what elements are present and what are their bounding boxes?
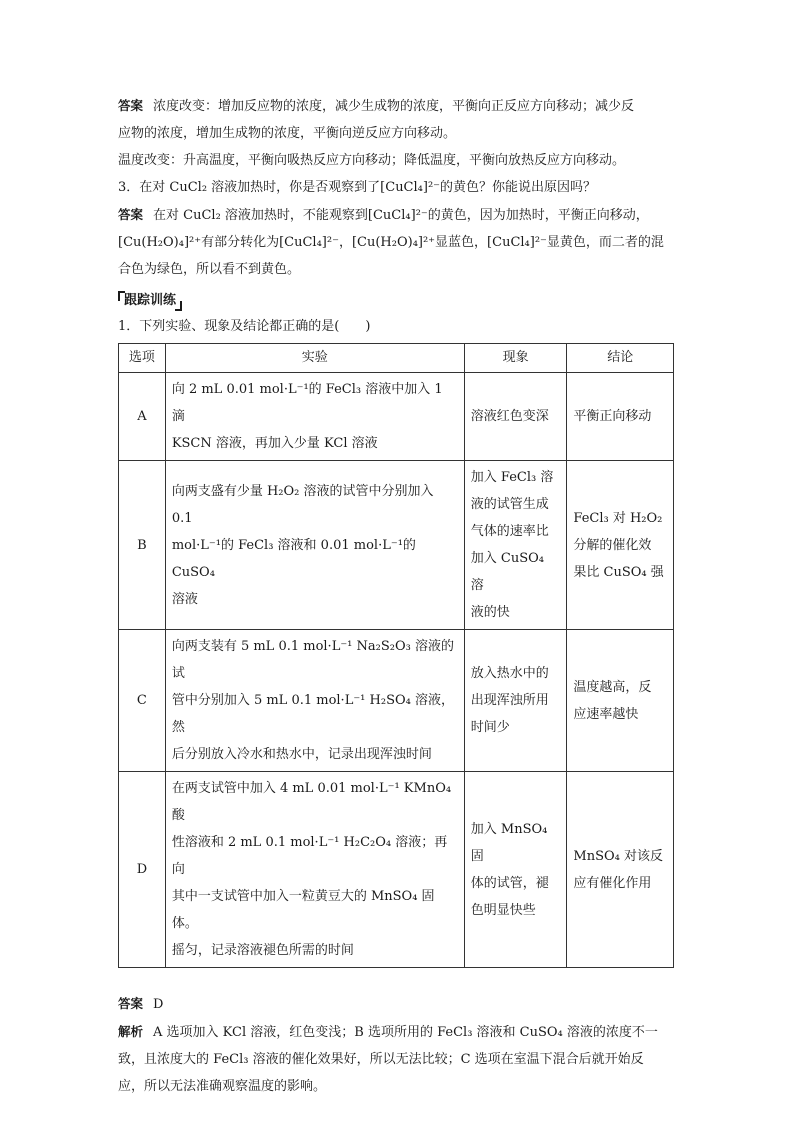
cell-line: 向 2 mL 0.01 mol·L⁻¹的 FeCl₃ 溶液中加入 1 滴 bbox=[171, 382, 443, 424]
cell-line: 出现浑浊所用 bbox=[470, 693, 549, 708]
row-observation bbox=[464, 772, 567, 968]
cell-line: mol·L⁻¹的 FeCl₃ 溶液和 0.01 mol·L⁻¹的 CuSO₄ bbox=[171, 537, 416, 580]
cell-line: 加入 CuSO₄ 溶 bbox=[470, 551, 545, 593]
row-conclusion bbox=[567, 373, 674, 461]
cell-line: 后分别放入冷水和热水中，记录出现浑浊时间 bbox=[171, 747, 432, 762]
answer-value: D bbox=[153, 997, 164, 1012]
cell-line: 在两支试管中加入 4 mL 0.01 mol·L⁻¹ KMnO₄ 酸 bbox=[171, 781, 452, 823]
header-observation: 现象 bbox=[464, 344, 567, 373]
row-experiment bbox=[165, 373, 464, 461]
row-observation bbox=[464, 373, 567, 461]
cell-line: 向两支装有 5 mL 0.1 mol·L⁻¹ Na₂S₂O₃ 溶液的试 bbox=[171, 639, 454, 681]
cell-line: 气体的速率比 bbox=[470, 524, 549, 539]
analysis-text: A 选项加入 KCl 溶液，红色变浅；B 选项所用的 FeCl₃ 溶液和 CuSO₄ 溶液的浓度不一 bbox=[153, 1025, 658, 1040]
cell-line: 应有催化作用 bbox=[573, 875, 652, 891]
cell-line: 液的试管生成 bbox=[470, 497, 549, 512]
row-experiment bbox=[165, 461, 464, 630]
question-1: 1．下列实验、现象及结论都正确的是( ) bbox=[118, 319, 371, 334]
answer-paragraph-1 bbox=[118, 92, 678, 120]
answer-tag: 答案 bbox=[118, 98, 144, 113]
row-experiment bbox=[165, 630, 464, 772]
row-option: D bbox=[119, 772, 166, 968]
answer-tag: 答案 bbox=[118, 996, 144, 1011]
header-conclusion: 结论 bbox=[567, 344, 674, 373]
cell-line: 分解的催化效 bbox=[573, 537, 652, 553]
header-experiment: 实验 bbox=[165, 344, 464, 373]
cell-line: 加入 MnSO₄ 固 bbox=[470, 821, 548, 864]
cell-line: KSCN 溶液，再加入少量 KCl 溶液 bbox=[171, 436, 378, 451]
cell-line: 加入 FeCl₃ 溶 bbox=[470, 470, 554, 485]
answer-text-line: 合色为绿色，所以看不到黄色。 bbox=[118, 262, 301, 277]
cell-line: 时间少 bbox=[470, 720, 510, 735]
row-conclusion bbox=[567, 630, 674, 772]
row-conclusion bbox=[567, 772, 674, 968]
answer-tag: 答案 bbox=[118, 207, 144, 222]
table-header-row bbox=[119, 344, 674, 373]
answer-text-line: 温度改变：升高温度，平衡向吸热反应方向移动；降低温度，平衡向放热反应方向移动。 bbox=[118, 153, 626, 168]
answer-text-line: 应物的浓度，增加生成物的浓度，平衡向逆反应方向移动。 bbox=[118, 126, 457, 141]
row-conclusion bbox=[567, 461, 674, 630]
row-observation bbox=[464, 461, 567, 630]
analysis-text-line: 应，所以无法准确观察温度的影响。 bbox=[118, 1079, 327, 1094]
cell-line: 温度越高，反 bbox=[573, 679, 652, 695]
row-option: A bbox=[119, 373, 166, 461]
document-page bbox=[118, 92, 678, 1100]
answer-text: 浓度改变：增加反应物的浓度，减少生成物的浓度，平衡向正反应方向移动；减少反 bbox=[153, 99, 635, 114]
experiment-table bbox=[118, 343, 674, 968]
analysis-paragraph bbox=[118, 1018, 678, 1046]
row-option: C bbox=[119, 630, 166, 772]
section-title: 跟踪训练 bbox=[118, 289, 182, 313]
cell-line: 应速率越快 bbox=[573, 706, 639, 722]
cell-line: 摇匀，记录溶液褪色所需的时间 bbox=[171, 943, 354, 958]
answer-text: 在对 CuCl₂ 溶液加热时，不能观察到[CuCl₄]²⁻的黄色，因为加热时，平衡正向移动， bbox=[153, 208, 649, 223]
cell-line: 溶液 bbox=[171, 591, 198, 607]
row-option: B bbox=[119, 461, 166, 630]
table-row bbox=[119, 461, 674, 630]
cell-line: 平衡正向移动 bbox=[573, 409, 652, 424]
cell-line: MnSO₄ 对该反 bbox=[573, 848, 663, 864]
answer-paragraph-3 bbox=[118, 201, 678, 229]
cell-line: 其中一支试管中加入一粒黄豆大的 MnSO₄ 固体。 bbox=[171, 889, 435, 931]
row-experiment bbox=[165, 772, 464, 968]
row-observation bbox=[464, 630, 567, 772]
cell-line: 色明显快些 bbox=[470, 902, 536, 918]
cell-line: 液的快 bbox=[470, 605, 510, 620]
cell-line: 向两支盛有少量 H₂O₂ 溶液的试管中分别加入 0.1 bbox=[171, 483, 434, 526]
cell-line: 果比 CuSO₄ 强 bbox=[573, 564, 664, 580]
cell-line: FeCl₃ 对 H₂O₂ bbox=[573, 510, 663, 526]
cell-line: 性溶液和 2 mL 0.1 mol·L⁻¹ H₂C₂O₄ 溶液；再向 bbox=[171, 835, 448, 877]
analysis-tag: 解析 bbox=[118, 1024, 144, 1039]
question-3: 3．在对 CuCl₂ 溶液加热时，你是否观察到了[CuCl₄]²⁻的黄色？你能说出原因吗？ bbox=[118, 180, 597, 195]
table-row bbox=[119, 373, 674, 461]
cell-line: 放入热水中的 bbox=[470, 666, 549, 681]
cell-line: 体的试管，褪 bbox=[470, 875, 549, 891]
header-option: 选项 bbox=[119, 344, 166, 373]
table-row bbox=[119, 772, 674, 968]
table-row bbox=[119, 630, 674, 772]
answer-text-line: [Cu(H₂O)₄]²⁺有部分转化为[CuCl₄]²⁻，[Cu(H₂O)₄]²⁺显蓝色，[CuCl₄]²⁻显黄色，而二者的混 bbox=[118, 235, 664, 250]
analysis-text-line: 致，且浓度大的 FeCl₃ 溶液的催化效果好，所以无法比较；C 选项在室温下混合后就开始反 bbox=[118, 1052, 644, 1067]
cell-line: 管中分别加入 5 mL 0.1 mol·L⁻¹ H₂SO₄ 溶液，然 bbox=[171, 693, 454, 735]
cell-line: 溶液红色变深 bbox=[470, 409, 549, 424]
spacer bbox=[118, 968, 678, 990]
answer-q1 bbox=[118, 990, 678, 1018]
